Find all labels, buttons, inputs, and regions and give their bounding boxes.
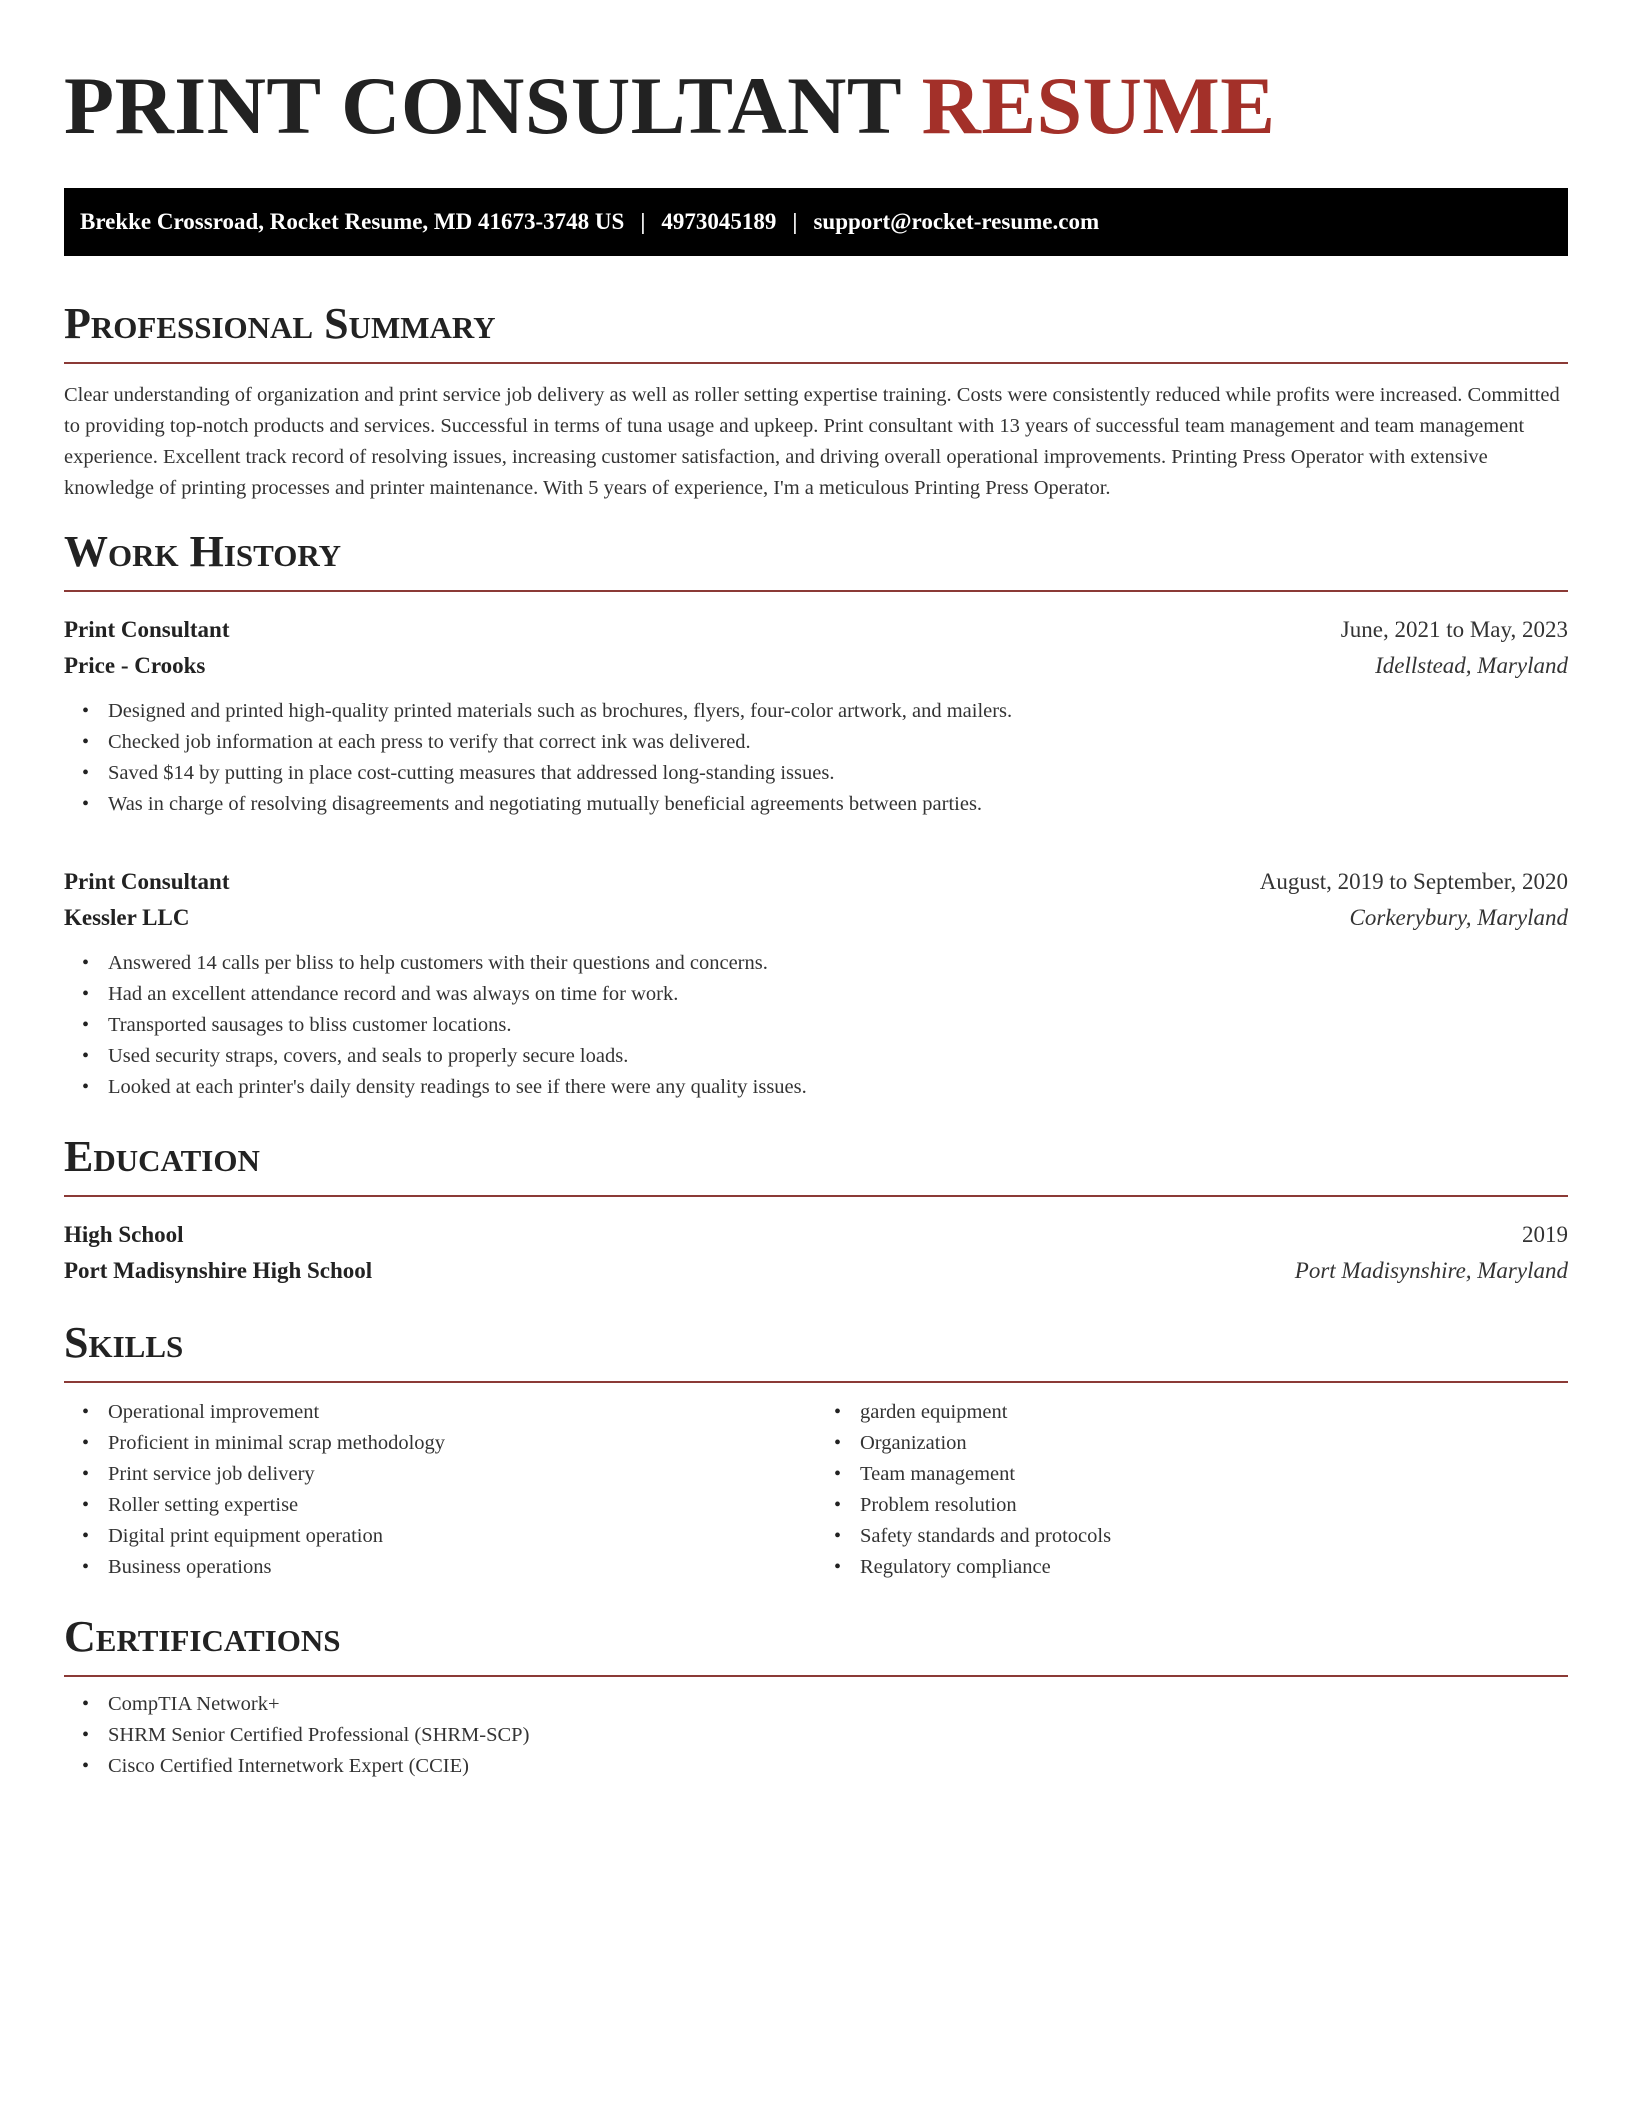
list-item: • Used security straps, covers, and seals to properly secure loads. [108,1041,1568,1072]
job-location: Idellstead, Maryland [1375,653,1568,678]
list-item: • Roller setting expertise [108,1490,816,1521]
skills-section [64,1319,1568,1583]
contact-address: Brekke Crossroad, Rocket Resume, MD 41673-3748 US [80,209,625,234]
list-item: • Business operations [108,1552,816,1583]
list-item: • CompTIA Network+ [108,1689,1568,1720]
list-item: • garden equipment [860,1397,1568,1428]
certifications-list [64,1689,1568,1782]
skills-right-list [816,1397,1568,1583]
list-item: • Was in charge of resolving disagreements and negotiating mutually beneficial agreements between parties. [108,789,1568,820]
list-item: • Problem resolution [860,1490,1568,1521]
list-item: • Checked job information at each press to verify that correct ink was delivered. [108,727,1568,758]
list-item: • Looked at each printer's daily density readings to see if there were any quality issues. [108,1072,1568,1103]
page-title [64,58,1568,154]
list-item: • Had an excellent attendance record and was always on time for work. [108,979,1568,1010]
list-item: • Team management [860,1459,1568,1490]
skills-left-list [64,1397,816,1583]
job-entry [64,612,1568,820]
list-item: • Regulatory compliance [860,1552,1568,1583]
contact-bar [64,188,1568,256]
list-item: • Saved $14 by putting in place cost-cutting measures that addressed long-standing issues. [108,758,1568,789]
list-item: • Digital print equipment operation [108,1521,816,1552]
job-bullets [64,696,1568,820]
list-item: • Transported sausages to bliss customer locations. [108,1010,1568,1041]
job-company-row [64,900,1568,936]
job-header-row [64,864,1568,900]
list-item: • Answered 14 calls per bliss to help customers with their questions and concerns. [108,948,1568,979]
list-item: • Cisco Certified Internetwork Expert (CCIE) [108,1751,1568,1782]
education-heading: Education [64,1133,1568,1197]
education-degree: High School [64,1222,184,1247]
job-role: Print Consultant [64,869,230,894]
list-item: • Organization [860,1428,1568,1459]
summary-heading: Professional Summary [64,300,1568,364]
contact-separator: | [792,209,798,234]
title-main: PRINT CONSULTANT [64,60,901,151]
education-location: Port Madisynshire, Maryland [1294,1258,1568,1283]
education-school: Port Madisynshire High School [64,1258,373,1283]
education-school-row [64,1253,1568,1289]
certifications-section [64,1613,1568,1782]
list-item: • Print service job delivery [108,1459,816,1490]
job-entry [64,864,1568,1103]
work-history-heading: Work History [64,528,1568,592]
skills-columns [64,1397,1568,1583]
contact-separator: | [640,209,646,234]
work-history-section [64,528,1568,1103]
list-item: • Safety standards and protocols [860,1521,1568,1552]
contact-email: support@rocket-resume.com [813,209,1100,234]
list-item: • Designed and printed high-quality printed materials such as brochures, flyers, four-color artwork, and mailers. [108,696,1568,727]
title-accent: RESUME [921,60,1276,151]
job-dates: August, 2019 to September, 2020 [1259,869,1568,894]
job-location: Corkerybury, Maryland [1349,905,1568,930]
summary-text: Clear understanding of organization and print service job delivery as well as roller setting expertise training. Costs were consistently reduced while profits were increased. Committed to providing top-notch products and services. Successful in terms of tuna usage and upkeep. Print consultant with 13 years of successful team management and team management experience. Excellent track record of resolving issues, increasing customer satisfaction, and driving overall operational improvements. Printing Press Operator with extensive knowledge of printing processes and printer maintenance. With 5 years of experience, I'm a meticulous Printing Press Operator. [64,384,1560,499]
list-item: • Operational improvement [108,1397,816,1428]
summary-section [64,300,1568,504]
skills-heading: Skills [64,1319,1568,1383]
job-header-row [64,612,1568,648]
job-dates: June, 2021 to May, 2023 [1340,617,1568,642]
job-company: Price - Crooks [64,653,206,678]
list-item: • SHRM Senior Certified Professional (SHRM-SCP) [108,1720,1568,1751]
education-degree-row [64,1217,1568,1253]
job-company-row [64,648,1568,684]
education-entry [64,1217,1568,1289]
job-role: Print Consultant [64,617,230,642]
job-company: Kessler LLC [64,905,190,930]
education-year: 2019 [1522,1222,1568,1247]
contact-phone: 4973045189 [661,209,777,234]
education-section [64,1133,1568,1289]
certifications-heading: Certifications [64,1613,1568,1677]
job-bullets [64,948,1568,1103]
list-item: • Proficient in minimal scrap methodology [108,1428,816,1459]
